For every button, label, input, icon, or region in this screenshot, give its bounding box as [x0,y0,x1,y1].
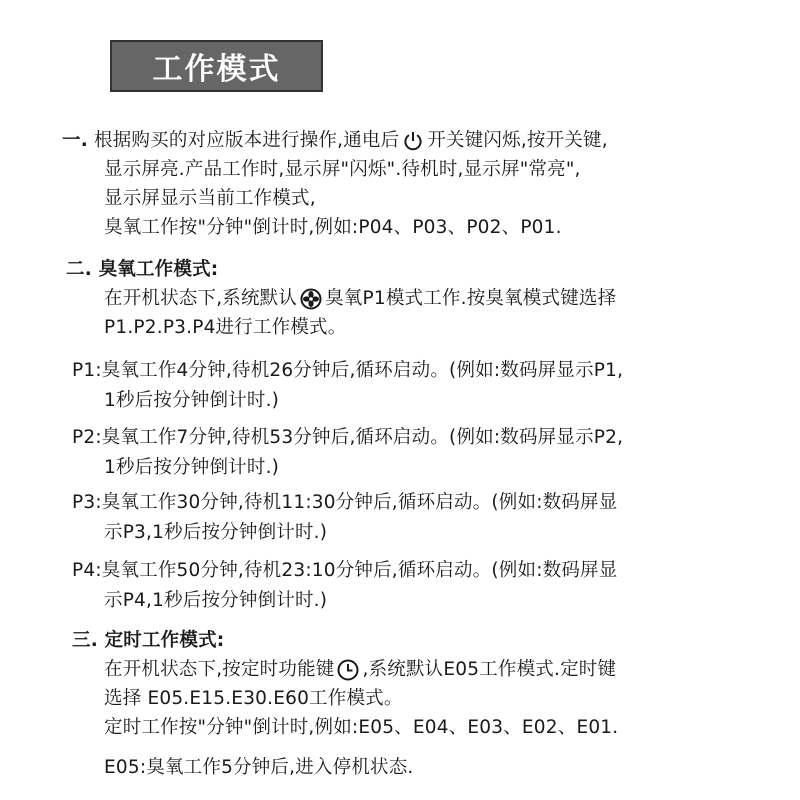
power-icon [402,130,424,152]
p2-line2: 1秒后按分钟倒计时.) [104,457,280,478]
section2-heading: 二. 臭氧工作模式: [66,259,219,280]
section3-line1 [104,657,616,683]
section3-line1-b: ,系统默认E05工作模式.定时键 [362,659,617,680]
section1-line1-b: 开关键闪烁,按开关键, [427,130,608,151]
section1-line2: 显示屏亮.产品工作时,显示屏"闪烁".待机时,显示屏"常亮", [104,159,581,180]
p4-line1: P4:臭氧工作50分钟,待机23:10分钟后,循环启动。(例如:数码屏显 [72,560,618,581]
section1-line1 [62,128,608,154]
section2-line1-a: 在开机状态下,系统默认 [104,288,298,309]
p1-line1: P1:臭氧工作4分钟,待机26分钟后,循环启动。(例如:数码屏显示P1, [72,360,624,381]
section1-line4: 臭氧工作按"分钟"倒计时,例如:P04、P03、P02、P01. [104,217,562,238]
section3-line1-a: 在开机状态下,按定时功能键 [104,659,335,680]
section2-line1-b: 臭氧P1模式工作.按臭氧模式键选择 [325,288,617,309]
p4-line2: 示P4,1秒后按分钟倒计时.) [104,590,328,611]
section1-line1-a: 根据购买的对应版本进行操作,通电后 [94,130,400,151]
ozone-fan-icon [300,288,322,310]
section2-line2: P1.P2.P3.P4进行工作模式。 [104,317,347,338]
p3-line1: P3:臭氧工作30分钟,待机11:30分钟后,循环启动。(例如:数码屏显 [72,492,618,513]
section3-heading: 三. 定时工作模式: [72,630,225,651]
page-title: 工作模式 [152,52,281,87]
section3-line3: 定时工作按"分钟"倒计时,例如:E05、E04、E03、E02、E01. [104,717,619,738]
section2-line1 [104,286,616,312]
p2-line1: P2:臭氧工作7分钟,待机53分钟后,循环启动。(例如:数码屏显示P2, [72,427,624,448]
p3-line2: 示P3,1秒后按分钟倒计时.) [104,522,328,543]
clock-icon [337,659,359,681]
p1-line2: 1秒后按分钟倒计时.) [104,390,280,411]
section3-line2: 选择 E05.E15.E30.E60工作模式。 [104,688,403,709]
section1-line3: 显示屏显示当前工作模式, [104,188,316,209]
section1-marker: 一. [62,130,88,151]
title-banner [110,40,323,92]
section3-line4: E05:臭氧工作5分钟后,进入停机状态. [104,757,414,778]
